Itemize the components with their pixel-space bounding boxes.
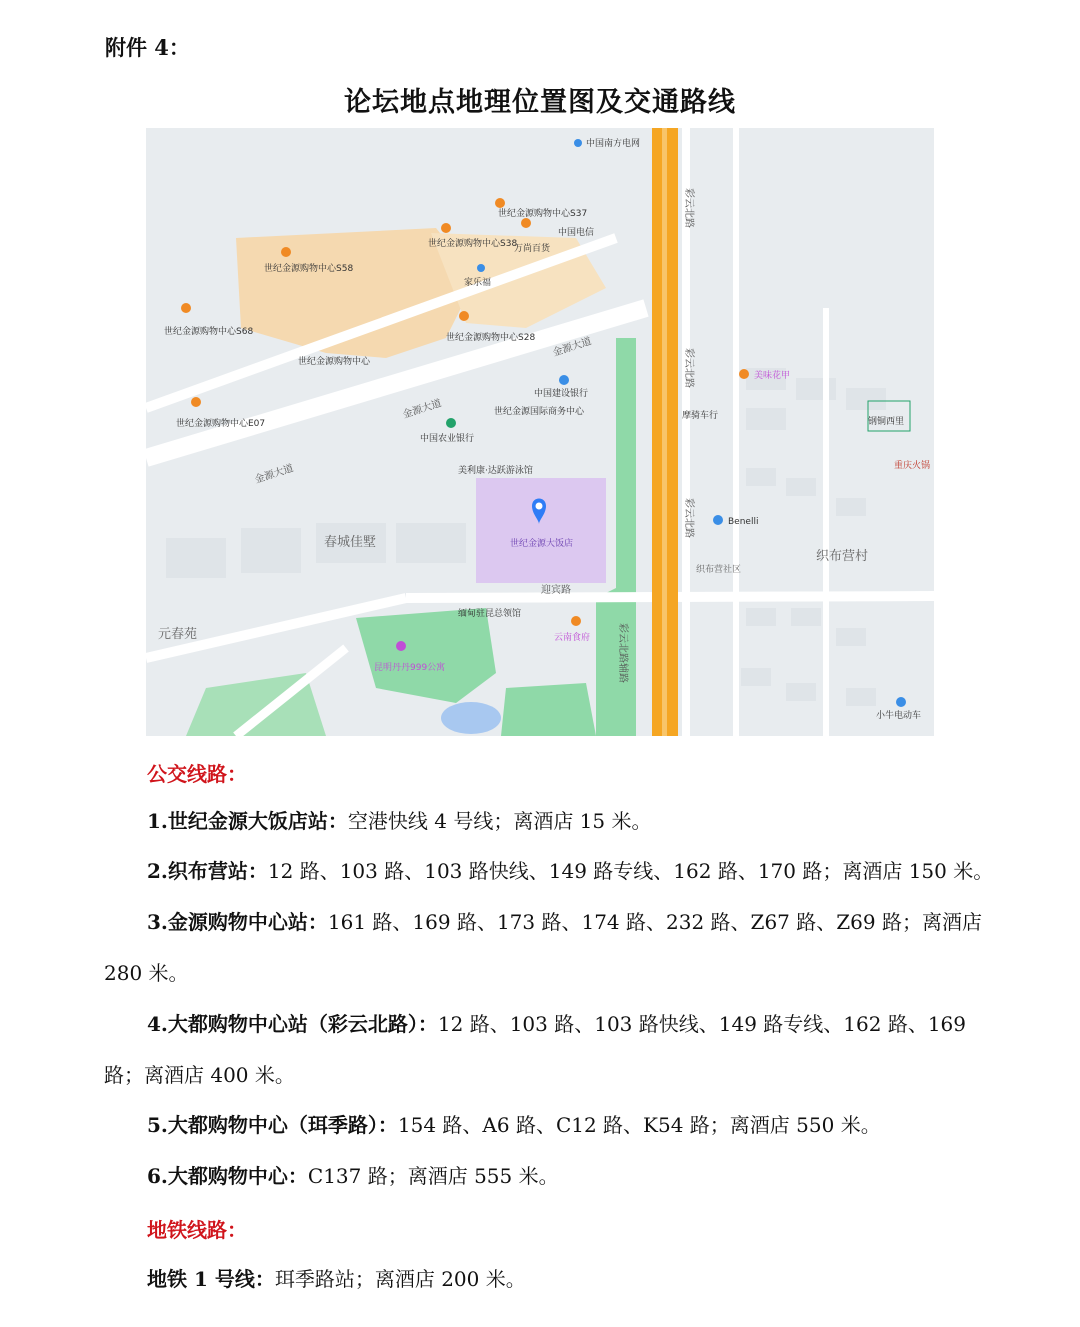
label-road-caiyun: 彩云北路 <box>683 188 694 228</box>
label-road-caiyun-3: 彩云北路 <box>683 498 694 538</box>
label-zhibuying: 织布营村 <box>816 549 869 564</box>
svg-text:昆明丹丹999公寓: 昆明丹丹999公寓 <box>374 663 446 673</box>
poi-consulate <box>458 607 521 619</box>
bus-stop-detail: 12 路、103 路、103 路快线、149 路专线、162 路、169 <box>437 1012 966 1036</box>
poi-swim <box>458 464 533 476</box>
svg-text:世纪金源国际商务中心: 世纪金源国际商务中心 <box>494 407 585 417</box>
poi-moqi <box>682 409 718 421</box>
svg-text:世纪金源购物中心S28: 世纪金源购物中心S28 <box>446 333 536 343</box>
svg-text:云南食府: 云南食府 <box>554 633 591 643</box>
svg-text:万尚百货: 万尚百货 <box>514 244 551 254</box>
bus-line-1 <box>147 808 652 834</box>
label-hotel: 世纪金源大饭店 <box>510 539 574 549</box>
metro-line <box>147 1266 526 1292</box>
svg-text:世纪金源购物中心S68: 世纪金源购物中心S68 <box>164 327 254 337</box>
svg-text:中国南方电网: 中国南方电网 <box>586 139 641 149</box>
svg-text:钢铜西里: 钢铜西里 <box>868 417 905 427</box>
bus-stop-name: 6.大都购物中心： <box>147 1164 308 1188</box>
bus-line-6 <box>147 1163 559 1189</box>
location-map[interactable] <box>146 128 934 736</box>
label-zhibuying-sq: 织布营社区 <box>696 565 742 575</box>
svg-text:中国电信: 中国电信 <box>558 228 595 238</box>
svg-text:Benelli: Benelli <box>728 517 759 527</box>
bus-line-3 <box>147 909 982 935</box>
svg-text:世纪金源购物中心S58: 世纪金源购物中心S58 <box>264 264 354 274</box>
bus-stop-name: 3.金源购物中心站： <box>147 910 328 934</box>
svg-text:重庆火锅: 重庆火锅 <box>894 461 931 471</box>
label-road-caiyun-fulu: 彩云北路辅路 <box>617 623 628 683</box>
bus-stop-name: 2.织布营站： <box>147 859 268 883</box>
bus-stop-name: 4.大都购物中心站（彩云北路）： <box>147 1012 438 1036</box>
bus-section-heading: 公交线路： <box>147 762 247 786</box>
page-title: 论坛地点地理位置图及交通路线 <box>344 87 736 118</box>
label-road-jinyuan-2: 金源大道 <box>401 398 443 421</box>
svg-text:世纪金源购物中心S38: 世纪金源购物中心S38 <box>428 239 518 249</box>
label-road-caiyun-2: 彩云北路 <box>683 348 694 388</box>
bus-stop-name: 5.大都购物中心（珥季路）： <box>147 1113 398 1137</box>
label-yuanchunyuan: 元春苑 <box>158 627 198 642</box>
bus-line-3-cont: 280 米。 <box>104 961 189 985</box>
bus-line-5 <box>147 1112 881 1138</box>
svg-text:世纪金源购物中心E07: 世纪金源购物中心E07 <box>176 419 266 429</box>
bus-stop-detail: 12 路、103 路、103 路快线、149 路专线、162 路、170 路；离酒店 150 米。 <box>267 859 994 883</box>
svg-text:美利康·达跃游泳馆: 美利康·达跃游泳馆 <box>458 466 533 476</box>
svg-text:家乐福: 家乐福 <box>464 278 492 288</box>
bus-stop-detail: 161 路、169 路、173 路、174 路、232 路、Z67 路、Z69 路；离酒店 <box>327 910 982 934</box>
label-chuncheng: 春城佳墅 <box>324 535 377 550</box>
label-road-yingbin: 迎宾路 <box>541 585 571 596</box>
svg-text:世纪金源购物中心S37: 世纪金源购物中心S37 <box>498 209 588 219</box>
poi-huoguo <box>894 459 930 471</box>
svg-text:世纪金源购物中心: 世纪金源购物中心 <box>298 357 371 367</box>
bus-stop-detail: 154 路、A6 路、C12 路、K54 路；离酒店 550 米。 <box>397 1113 881 1137</box>
poi-dianxin <box>558 226 594 238</box>
bus-line-2 <box>147 858 993 884</box>
svg-text:小牛电动车: 小牛电动车 <box>876 711 922 721</box>
water-body <box>441 702 501 734</box>
attachment-label: 附件 4： <box>105 35 190 60</box>
bus-stop-detail: 空港快线 4 号线；离酒店 15 米。 <box>347 809 652 833</box>
bus-line-4-cont: 路；离酒店 400 米。 <box>104 1063 295 1087</box>
bus-line-4 <box>147 1011 966 1037</box>
svg-text:缅甸驻昆总领馆: 缅甸驻昆总领馆 <box>458 609 522 619</box>
poi-jinyuan-intl <box>494 405 585 417</box>
bus-stop-detail: C137 路；离酒店 555 米。 <box>307 1164 559 1188</box>
svg-text:摩骑车行: 摩骑车行 <box>682 411 719 421</box>
label-road-jinyuan: 金源大道 <box>551 336 593 359</box>
metro-line-detail: 珥季路站；离酒店 200 米。 <box>274 1267 526 1291</box>
label-road-jinyuan-3: 金源大道 <box>253 463 295 486</box>
metro-section-heading: 地铁线路： <box>147 1218 247 1242</box>
park-3 <box>501 683 596 736</box>
svg-text:中国农业银行: 中国农业银行 <box>420 434 475 444</box>
map-background <box>146 128 934 736</box>
bus-stop-name: 1.世纪金源大饭店站： <box>147 809 348 833</box>
svg-text:中国建设银行: 中国建设银行 <box>534 389 589 399</box>
hotel-area <box>476 478 606 583</box>
metro-line-name: 地铁 1 号线： <box>147 1267 275 1291</box>
poi-mall <box>298 355 371 367</box>
svg-text:美味花甲: 美味花甲 <box>754 371 791 381</box>
